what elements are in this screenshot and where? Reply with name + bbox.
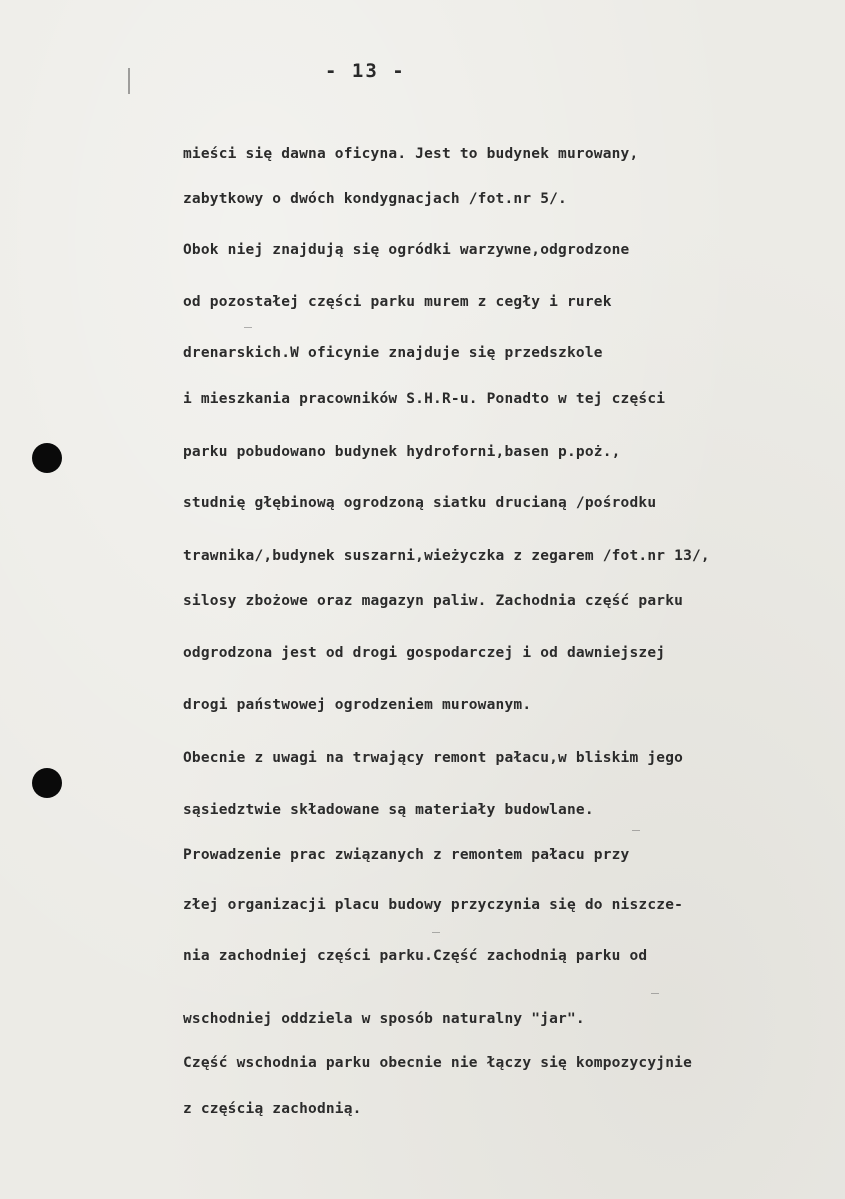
text-line: z częścią zachodnią. bbox=[183, 1101, 362, 1117]
margin-dash-mark bbox=[244, 327, 252, 328]
text-line: Prowadzenie prac związanych z remontem pałacu przy bbox=[183, 847, 630, 863]
text-line: drogi państwowej ogrodzeniem murowanym. bbox=[183, 697, 532, 713]
text-line: drenarskich.W oficynie znajduje się przedszkole bbox=[183, 345, 603, 361]
text-line: studnię głębinową ogrodzoną siatku drucianą /pośrodku bbox=[183, 495, 657, 511]
text-line: nia zachodniej części parku.Część zachodnią parku od bbox=[183, 948, 648, 964]
punch-hole bbox=[32, 768, 62, 798]
text-line: silosy zbożowe oraz magazyn paliw. Zachodnia część parku bbox=[183, 593, 684, 609]
text-line: trawnika/,budynek suszarni,wieżyczka z zegarem /fot.nr 13/, bbox=[183, 548, 710, 564]
margin-dash-mark bbox=[632, 830, 640, 831]
text-line: Obok niej znajdują się ogródki warzywne,odgrodzone bbox=[183, 242, 630, 258]
margin-dash-mark bbox=[651, 993, 659, 994]
text-line: zabytkowy o dwóch kondygnacjach /fot.nr 5/. bbox=[183, 191, 567, 207]
text-line: mieści się dawna oficyna. Jest to budynek murowany, bbox=[183, 146, 639, 162]
text-line: od pozostałej części parku murem z cegły i rurek bbox=[183, 294, 612, 310]
text-line: złej organizacji placu budowy przyczynia się do niszcze- bbox=[183, 897, 684, 913]
punch-hole bbox=[32, 443, 62, 473]
text-line: sąsiedztwie składowane są materiały budowlane. bbox=[183, 802, 594, 818]
page-number: - 13 - bbox=[325, 60, 406, 82]
text-line: parku pobudowano budynek hydroforni,basen p.poż., bbox=[183, 444, 621, 460]
margin-dash-mark bbox=[432, 932, 440, 933]
margin-pencil-mark bbox=[128, 68, 130, 94]
text-line: Część wschodnia parku obecnie nie łączy się kompozycyjnie bbox=[183, 1055, 692, 1071]
text-line: Obecnie z uwagi na trwający remont pałacu,w bliskim jego bbox=[183, 750, 684, 766]
text-line: wschodniej oddziela w sposób naturalny "jar". bbox=[183, 1011, 585, 1027]
text-line: i mieszkania pracowników S.H.R-u. Ponadto w tej części bbox=[183, 391, 666, 407]
text-line: odgrodzona jest od drogi gospodarczej i od dawniejszej bbox=[183, 645, 666, 661]
